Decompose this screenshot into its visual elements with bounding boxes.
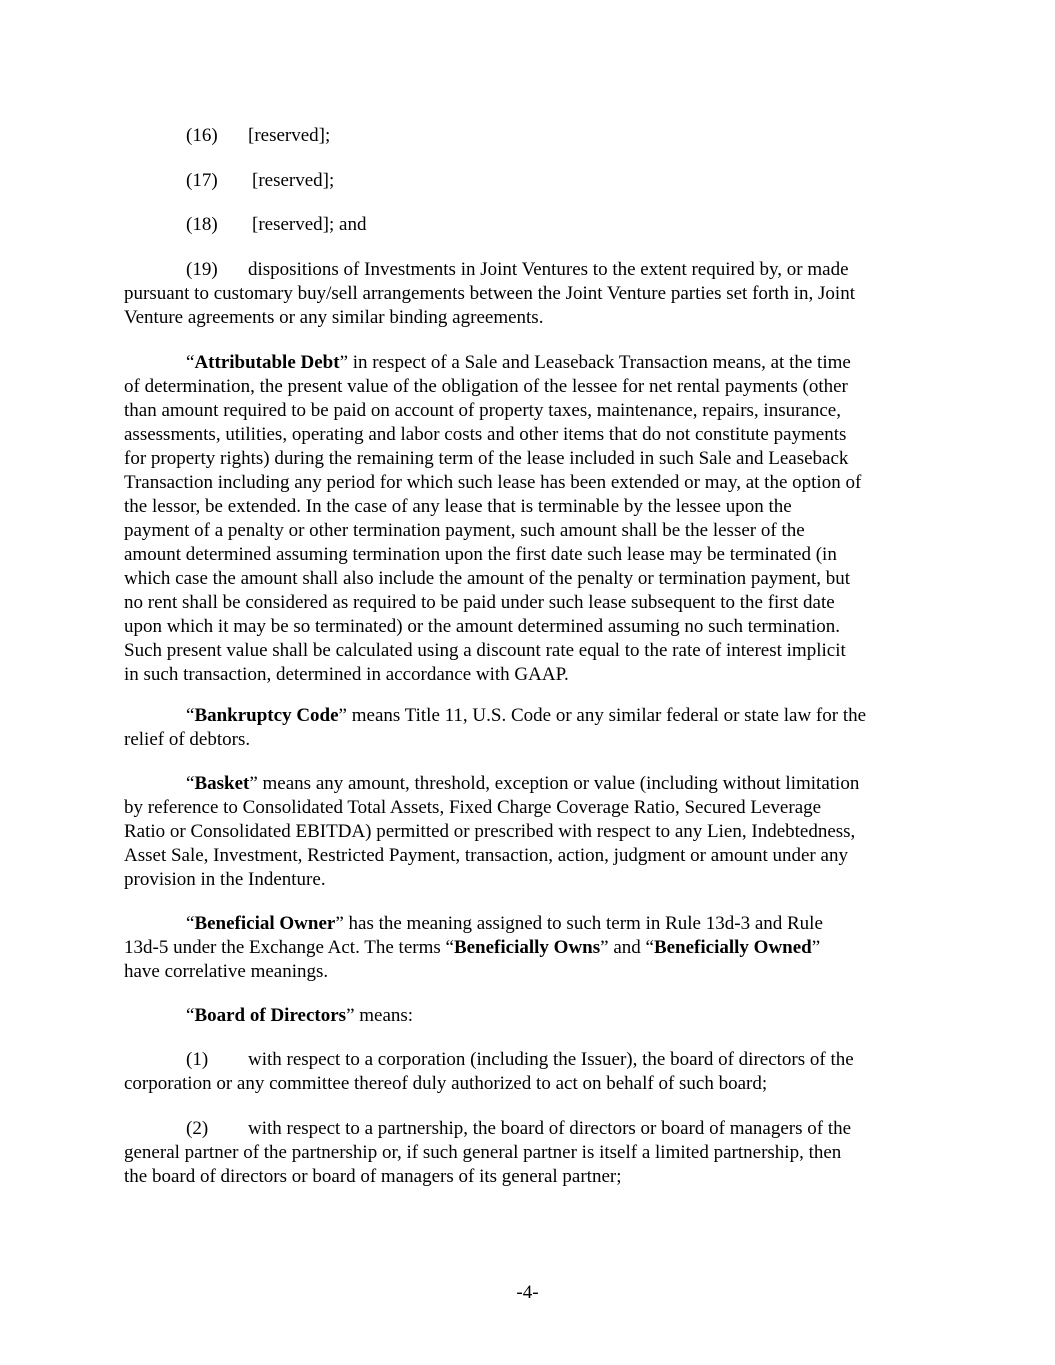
definition-text: ” means: [346,1005,414,1026]
definition-text: provision in the Indenture. [124,869,326,890]
definition-text: Transaction including any period for which such lease has been extended or may, at the option of [124,472,862,493]
item-text: with respect to a partnership, the board of directors or board of managers of the [248,1118,852,1139]
item-text: the board of directors or board of managers of its general partner; [124,1166,622,1187]
definition-text: ” means any amount, threshold, exception or value (including without limitation [249,773,860,794]
definition-text: for property rights) during the remaining term of the lease included in such Sale and Leaseback [124,448,849,469]
item-number: (17) [186,170,218,191]
item-text: general partner of the partnership or, if such general partner is itself a limited partnership, then [124,1142,842,1163]
definition-text: Ratio or Consolidated EBITDA) permitted or prescribed with respect to any Lien, Indebtedness, [124,821,856,842]
board-sub-item-1 [124,1048,936,1096]
definition-text: Asset Sale, Investment, Restricted Payment, transaction, action, judgment or amount under any [124,845,848,866]
list-item-17 [124,169,936,193]
item-number: (18) [186,214,218,235]
item-text: pursuant to customary buy/sell arrangements between the Joint Venture parties set forth in, Joint [124,283,855,304]
defined-term: Attributable Debt [194,352,340,373]
open-quote: “ [186,773,195,794]
definition-bankruptcy-code [124,704,936,752]
defined-term: Beneficially Owned [653,937,812,958]
definition-text: have correlative meanings. [124,961,329,982]
definition-basket [124,772,936,892]
definition-text: ” and “ [600,937,654,958]
item-text: [reserved]; [248,125,331,146]
item-text: corporation or any committee thereof duly authorized to act on behalf of such board; [124,1073,768,1094]
definition-text: ” means Title 11, U.S. Code or any similar federal or state law for the [338,705,867,726]
definition-text: no rent shall be considered as required to be paid under such lease subsequent to the first date [124,592,835,613]
definition-text: of determination, the present value of the obligation of the lessee for net rental payments (other [124,376,848,397]
open-quote: “ [186,352,195,373]
open-quote: “ [186,1005,195,1026]
board-sub-item-2 [124,1117,936,1189]
item-number: (19) [186,259,218,280]
defined-term: Board of Directors [194,1005,347,1026]
item-text: [reserved]; [252,170,335,191]
definition-text: than amount required to be paid on account of property taxes, maintenance, repairs, insurance, [124,400,841,421]
definition-text: ” in respect of a Sale and Leaseback Transaction means, at the time [339,352,851,373]
definition-text: the lessor, be extended. In the case of any lease that is terminable by the lessee upon the [124,496,792,517]
item-number: (2) [186,1118,209,1139]
definition-beneficial-owner [124,912,936,984]
defined-term: Beneficial Owner [194,913,336,934]
definition-text: Such present value shall be calculated using a discount rate equal to the rate of interest implicit [124,640,846,661]
item-text: [reserved]; and [252,214,367,235]
defined-term: Beneficially Owns [453,937,601,958]
definition-text: upon which it may be so terminated) or the amount determined assuming no such termination. [124,616,841,637]
definition-text: ” has the meaning assigned to such term in Rule 13d-3 and Rule [335,913,823,934]
definition-text: which case the amount shall also include the amount of the penalty or termination payment, but [124,568,851,589]
definition-text: amount determined assuming termination upon the first date such lease may be terminated (in [124,544,837,565]
definition-board-of-directors [124,1004,936,1028]
item-text: with respect to a corporation (including the Issuer), the board of directors of the [248,1049,854,1070]
definition-text: assessments, utilities, operating and labor costs and other items that do not constitute payments [124,424,847,445]
list-item-19 [124,258,936,330]
open-quote: “ [186,705,195,726]
defined-term: Basket [194,773,250,794]
item-number: (16) [186,125,218,146]
definition-text: ” [811,937,821,958]
item-text: Venture agreements or any similar binding agreements. [124,307,544,328]
defined-term: Bankruptcy Code [194,705,339,726]
item-text: dispositions of Investments in Joint Ventures to the extent required by, or made [248,259,849,280]
list-item-18 [124,213,936,237]
definition-text: payment of a penalty or other termination payment, such amount shall be the lesser of the [124,520,805,541]
page-number: -4- [516,1282,539,1303]
definition-text: 13d-5 under the Exchange Act. The terms “ [124,937,454,958]
list-item-16 [124,124,936,148]
definition-text: by reference to Consolidated Total Assets, Fixed Charge Coverage Ratio, Secured Leverage [124,797,822,818]
definition-text: relief of debtors. [124,729,251,750]
definition-text: in such transaction, determined in accordance with GAAP. [124,664,569,685]
open-quote: “ [186,913,195,934]
definition-attributable-debt [124,351,936,687]
item-number: (1) [186,1049,209,1070]
